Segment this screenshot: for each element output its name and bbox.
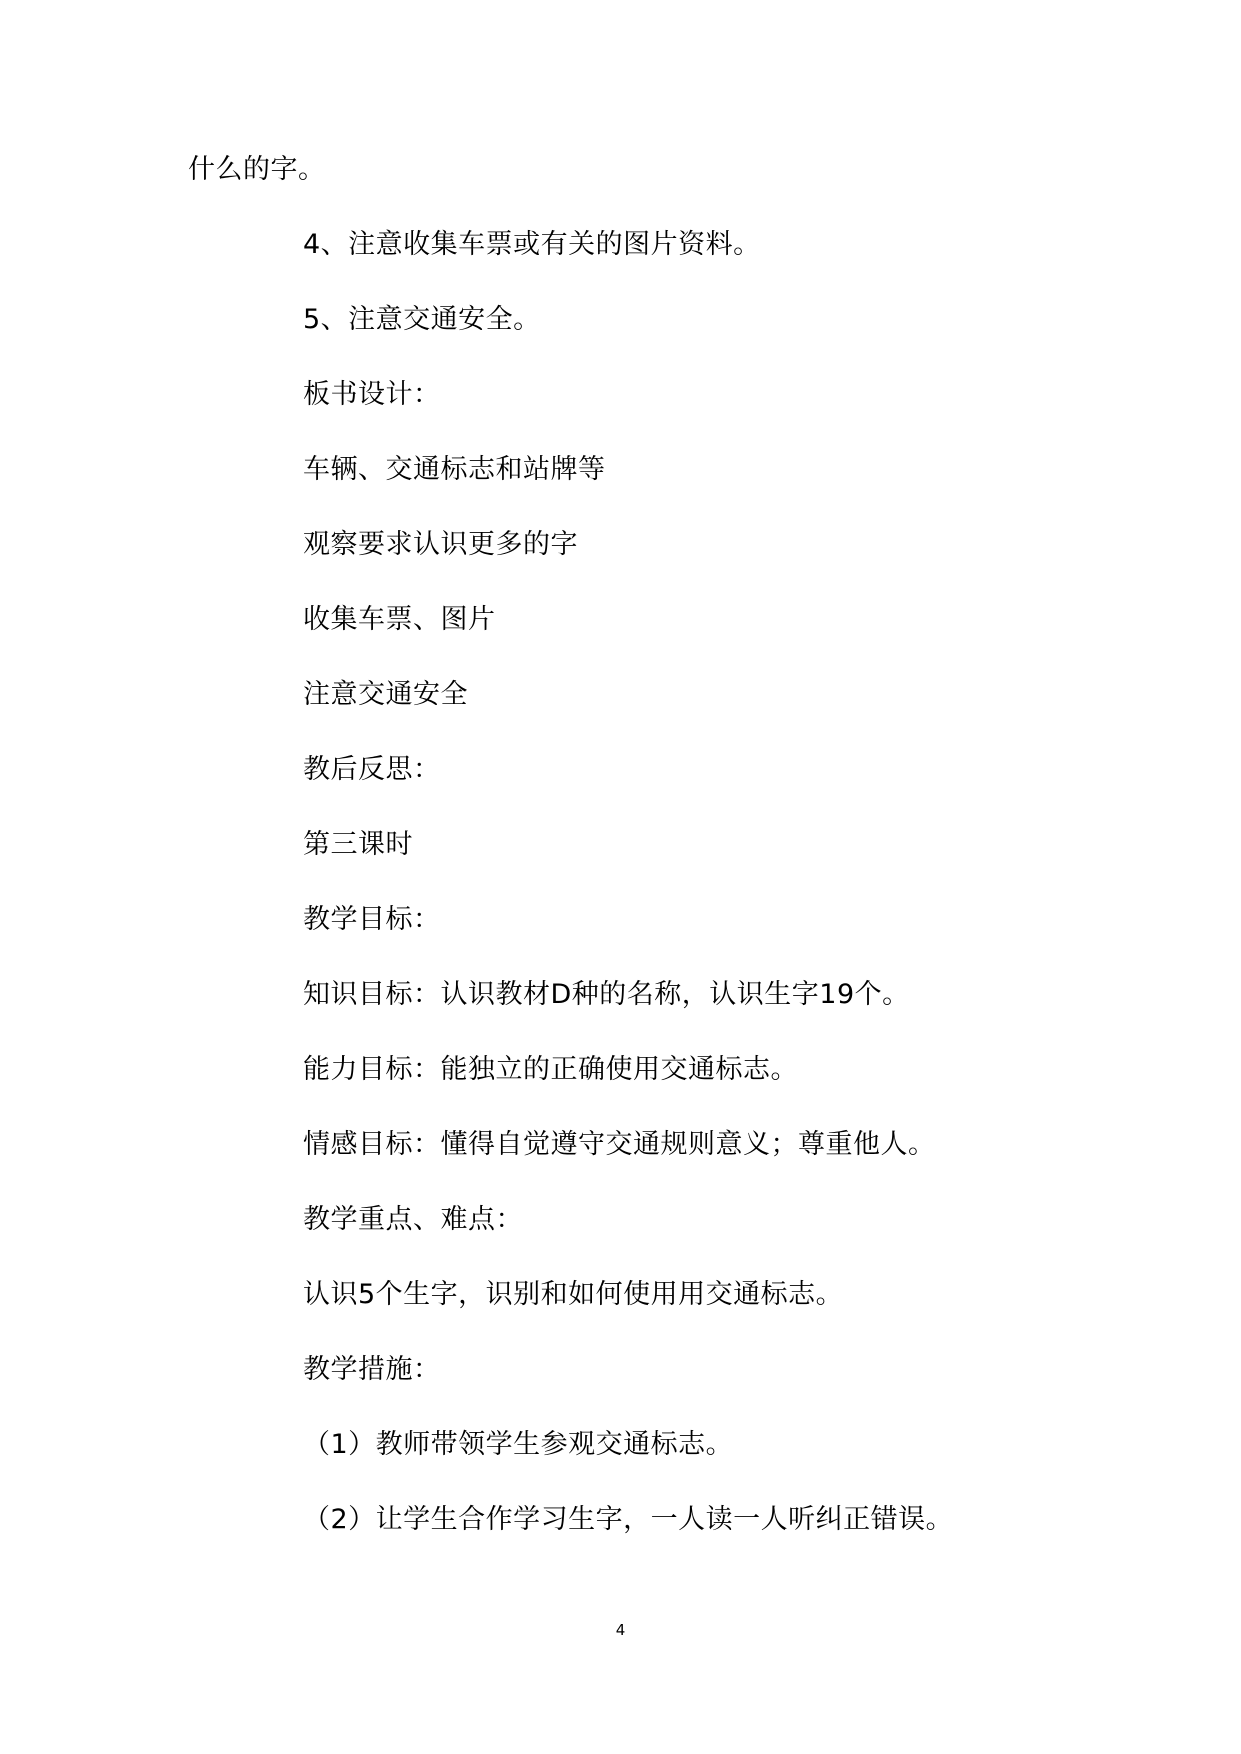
text-line: 认识5个生字，识别和如何使用用交通标志。: [303, 1279, 844, 1310]
section-heading: 第三课时: [303, 829, 413, 860]
text-line: 车辆、交通标志和站牌等: [303, 454, 606, 485]
text-line: 知识目标：认识教材D种的名称，认识生字19个。: [303, 979, 910, 1010]
section-heading: 板书设计：: [303, 379, 441, 410]
text-line: 注意交通安全: [303, 679, 468, 710]
section-heading: 教后反思：: [303, 754, 441, 785]
text-line: 情感目标：懂得自觉遵守交通规则意义；尊重他人。: [303, 1129, 936, 1160]
section-heading: 教学目标：: [303, 904, 441, 935]
text-line: 能力目标：能独立的正确使用交通标志。: [303, 1054, 798, 1085]
page-number: 4: [615, 1621, 626, 1639]
text-line: 收集车票、图片: [303, 604, 496, 635]
text-line: 4、注意收集车票或有关的图片资料。: [303, 229, 761, 260]
section-heading: 教学措施：: [303, 1354, 441, 1385]
text-line: （1）教师带领学生参观交通标志。: [303, 1429, 734, 1460]
text-line: 5、注意交通安全。: [303, 304, 541, 335]
text-line: 什么的字。: [188, 154, 326, 185]
section-heading: 教学重点、难点：: [303, 1204, 523, 1235]
text-line: 观察要求认识更多的字: [303, 529, 578, 560]
text-line: （2）让学生合作学习生字，一人读一人听纠正错误。: [303, 1504, 954, 1535]
